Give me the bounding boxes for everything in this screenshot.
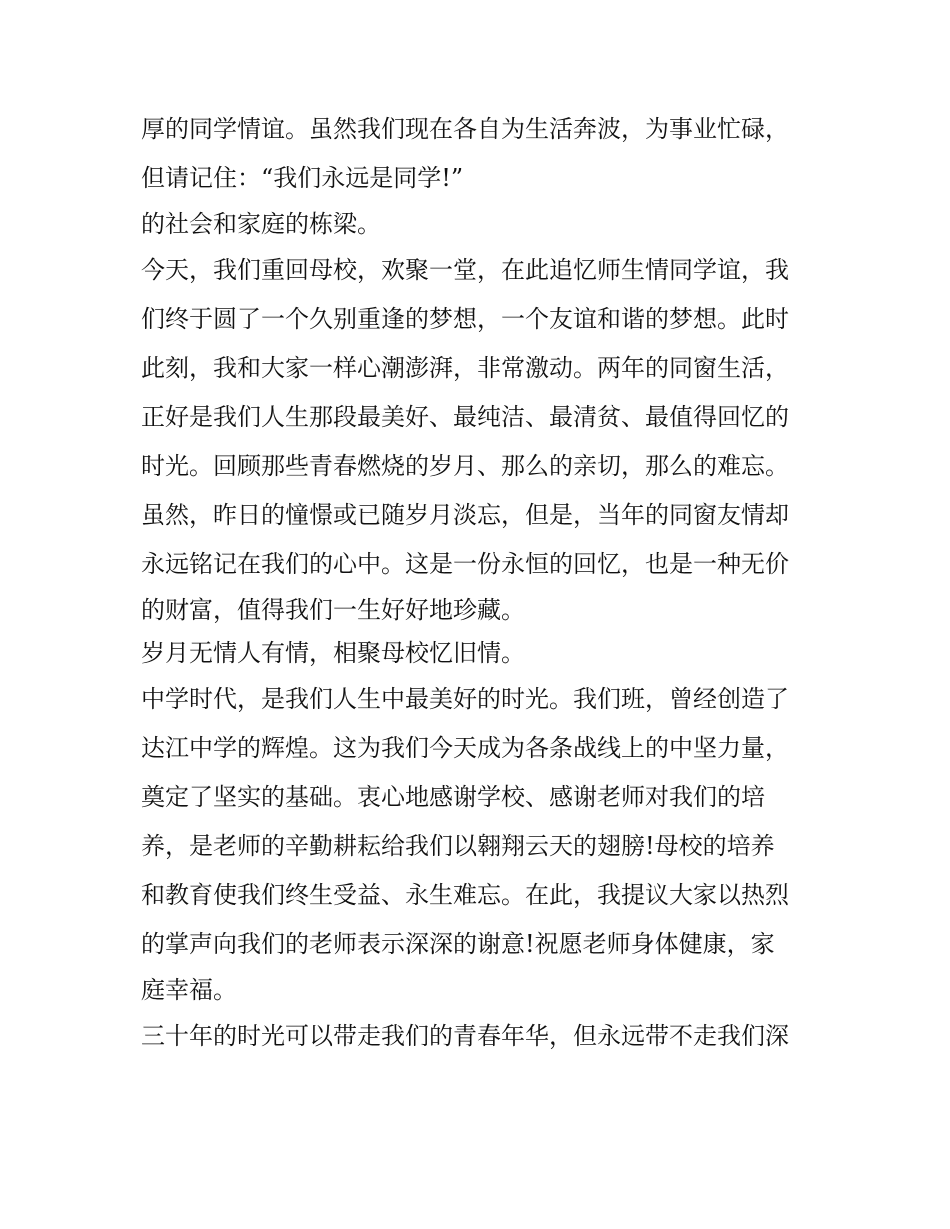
text-line: 们终于圆了一个久别重逢的梦想，一个友谊和谐的梦想。此时 xyxy=(141,305,789,333)
text-line: 的掌声向我们的老师表示深深的谢意!祝愿老师身体健康，家 xyxy=(141,930,775,958)
text-line: 永远铭记在我们的心中。这是一份永恒的回忆，也是一种无价 xyxy=(141,550,789,578)
text-line: 厚的同学情谊。虽然我们现在各自为生活奔波，为事业忙碌， xyxy=(141,115,789,143)
text-line: 时光。回顾那些青春燃烧的岁月、那么的亲切，那么的难忘。 xyxy=(141,452,789,480)
text-line: 的财富，值得我们一生好好地珍藏。 xyxy=(141,596,525,624)
text-line: 奠定了坚实的基础。衷心地感谢学校、感谢老师对我们的培 xyxy=(141,783,765,811)
text-line: 庭幸福。 xyxy=(141,976,237,1004)
text-line: 养，是老师的辛勤耕耘给我们以翱翔云天的翅膀!母校的培养 xyxy=(141,832,775,860)
document-body xyxy=(141,105,817,1061)
text-line: 但请记住：“我们永远是同学!” xyxy=(141,164,464,192)
text-line: 正好是我们人生那段最美好、最纯洁、最清贫、最值得回忆的 xyxy=(141,403,789,431)
text-line: 此刻，我和大家一样心潮澎湃，非常激动。两年的同窗生活， xyxy=(141,354,789,382)
text-line: 达江中学的辉煌。这为我们今天成为各条战线上的中坚力量， xyxy=(141,734,789,762)
text-line: 的社会和家庭的栋梁。 xyxy=(141,210,381,238)
text-line: 岁月无情人有情，相聚母校忆旧情。 xyxy=(141,639,525,667)
text-line: 虽然，昨日的憧憬或已随岁月淡忘，但是，当年的同窗友情却 xyxy=(141,501,789,529)
text-line: 和教育使我们终生受益、永生难忘。在此，我提议大家以热烈 xyxy=(141,881,789,909)
text-line: 中学时代，是我们人生中最美好的时光。我们班，曾经创造了 xyxy=(141,685,789,713)
text-line: 今天，我们重回母校，欢聚一堂，在此追忆师生情同学谊，我 xyxy=(141,256,789,284)
text-line: 三十年的时光可以带走我们的青春年华，但永远带不走我们深 xyxy=(141,1022,789,1050)
